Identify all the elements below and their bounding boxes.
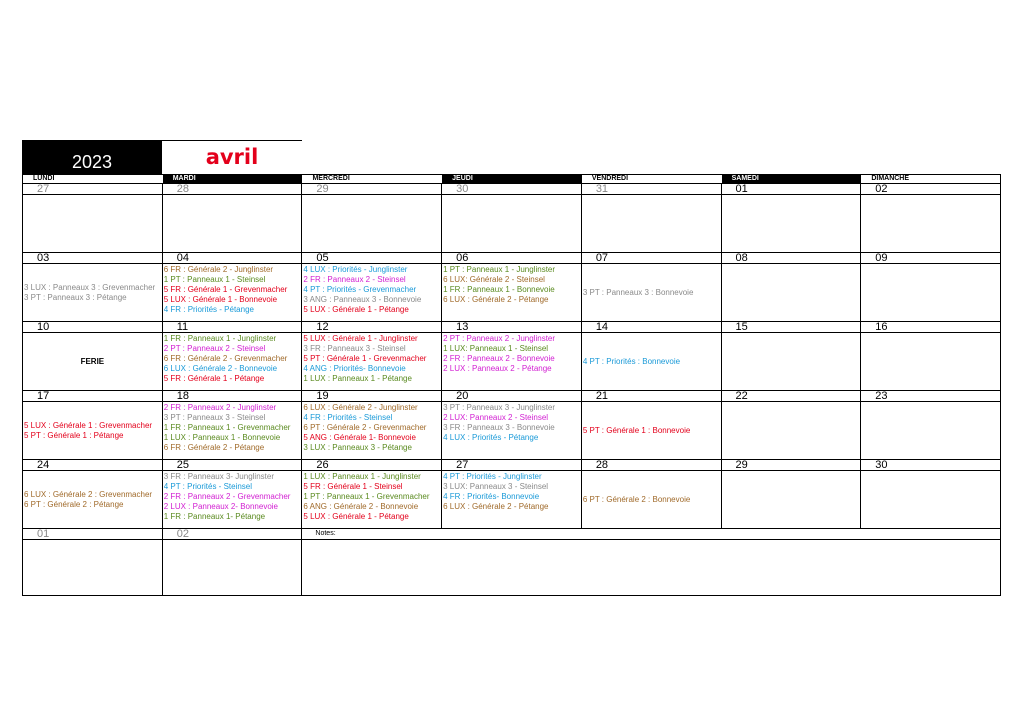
notes-area[interactable] [302,540,1001,596]
day-number: 04 [162,253,302,264]
event-entry[interactable]: 6 ANG : Générale 2 - Bonnevoie [303,502,419,511]
event-entry[interactable]: 3 FR : Panneaux 3- Junglinster [163,472,274,481]
event-entry[interactable]: 5 FR : Générale 1 - Pétange [163,374,265,383]
weekday-samedi: SAMEDI [722,175,862,183]
day-cell[interactable] [581,333,721,391]
week-number-row [23,460,1001,471]
day-cell[interactable] [162,402,302,460]
week-content-row [23,402,1001,460]
next-month-number-row [23,529,1001,540]
holiday-label: FERIE [80,356,105,366]
event-entry[interactable]: 5 PT : Générale 1 - Grevenmacher [303,354,427,363]
event-entry[interactable]: 4 ANG : Priorités- Bonnevoie [303,364,406,373]
day-number: 30 [442,184,582,195]
event-entry[interactable]: 2 FR : Panneaux 2 - Junglinster [163,403,277,412]
event-entry[interactable]: 4 FR : Priorités- Bonnevoie [443,492,540,501]
day-number: 12 [302,322,442,333]
day-number: 16 [861,322,1001,333]
day-cell[interactable] [162,195,302,253]
event-entry[interactable]: 5 LUX : Générale 1 - Junglinster [303,334,418,343]
day-cell[interactable] [442,195,582,253]
day-number: 30 [861,460,1001,471]
event-entry[interactable]: 5 LUX : Générale 1 - Pétange [303,512,409,521]
day-cell[interactable] [861,333,1001,391]
day-cell[interactable] [162,540,302,596]
event-entry[interactable]: 5 FR : Générale 1 - Grevenmacher [163,285,288,294]
day-cell[interactable] [861,402,1001,460]
event-entry[interactable]: 1 FR : Panneaux 1 - Junglinster [163,334,277,343]
day-number: 23 [861,391,1001,402]
day-number: 24 [23,460,163,471]
day-cell[interactable] [23,195,163,253]
day-cell[interactable] [302,471,442,529]
event-entry[interactable]: 1 PT : Panneaux 1 - Junglinster [443,265,556,274]
weekday-vendredi: VENDREDI [591,175,629,182]
day-cell[interactable] [23,264,163,322]
weekday-mardi: MARDI [163,175,303,183]
event-entry[interactable]: 1 PT : Panneaux 1 - Grevenmacher [303,492,430,501]
day-number: 28 [581,460,721,471]
event-entry[interactable]: 4 LUX : Priorités - Pétange [443,433,539,442]
event-entry[interactable]: 5 PT : Générale 1 : Pétange [24,430,124,440]
day-number: 02 [162,529,302,540]
day-cell[interactable] [721,264,861,322]
event-entry[interactable]: 5 LUX : Générale 1 - Bonnevoie [163,295,278,304]
day-cell[interactable] [23,333,163,391]
event-entry[interactable]: 6 FR : Générale 2 - Pétange [163,443,265,452]
day-number: 09 [861,253,1001,264]
week-content-row [23,471,1001,529]
day-number: 13 [442,322,582,333]
day-cell[interactable] [581,264,721,322]
day-number: 25 [162,460,302,471]
event-entry[interactable]: 5 LUX : Générale 1 : Grevenmacher [24,420,153,430]
day-cell[interactable] [721,195,861,253]
event-entry[interactable]: 6 LUX : Générale 2 : Grevenmacher [24,489,153,499]
day-cell[interactable] [861,195,1001,253]
day-number: 29 [721,460,861,471]
week-number-row [23,253,1001,264]
event-entry[interactable]: 6 LUX : Générale 2 - Junglinster [303,403,418,412]
event-entry[interactable]: 2 PT : Panneaux 2 - Junglinster [443,334,556,343]
event-entry[interactable]: 1 PT : Panneaux 1 - Steinsel [163,275,266,284]
weekday-jeudi: JEUDI [442,175,582,183]
day-cell[interactable] [442,333,582,391]
day-cell[interactable] [721,333,861,391]
day-cell[interactable] [302,195,442,253]
event-entry[interactable]: 2 LUX : Panneaux 2- Bonnevoie [163,502,279,511]
event-entry[interactable]: 5 FR : Générale 1 - Steinsel [303,482,403,491]
year-title: 2023 [22,140,162,174]
event-entry[interactable]: 1 LUX : Panneaux 1 - Pétange [303,374,412,383]
event-entry[interactable]: 3 PT : Panneaux 3 - Steinsel [163,413,266,422]
event-entry[interactable]: 5 PT : Générale 1 : Bonnevoie [582,425,691,435]
day-cell[interactable] [442,471,582,529]
day-number: 14 [581,322,721,333]
day-cell[interactable] [721,471,861,529]
day-number: 10 [23,322,163,333]
event-entry[interactable]: 4 PT : Priorités - Junglinster [443,472,542,481]
event-entry[interactable]: 1 FR : Panneaux 1 - Bonnevoie [443,285,555,294]
day-number: 29 [302,184,442,195]
day-cell[interactable] [581,195,721,253]
event-entry[interactable]: 6 PT : Générale 2 - Grevenmacher [303,423,427,432]
day-number: 18 [162,391,302,402]
day-number: 31 [581,184,721,195]
week-content-row [23,333,1001,391]
event-entry[interactable]: 4 FR : Priorités - Pétange [163,305,254,314]
day-number: 28 [162,184,302,195]
day-number: 22 [721,391,861,402]
event-entry[interactable]: 5 ANG : Générale 1- Bonnevoie [303,433,416,442]
calendar-header [22,140,1001,174]
event-entry[interactable]: 6 FR : Générale 2 - Grevenmacher [163,354,288,363]
week-content-row [23,195,1001,253]
event-entry[interactable]: 2 FR : Panneaux 2 - Grevenmacher [163,492,291,501]
event-entry[interactable]: 3 FR : Panneaux 3 - Steinsel [303,344,406,353]
day-number: 08 [721,253,861,264]
calendar [22,140,1001,596]
day-number: 07 [581,253,721,264]
event-entry[interactable]: 4 LUX : Priorités - Junglinster [303,265,408,274]
day-cell[interactable] [861,471,1001,529]
event-entry[interactable]: 5 LUX : Générale 1 - Pétange [303,305,409,314]
event-entry[interactable]: 4 FR : Priorités - Steinsel [303,413,393,422]
day-cell[interactable] [23,540,163,596]
day-number: 05 [302,253,442,264]
day-cell[interactable] [23,402,163,460]
weekday-header [22,174,1001,183]
day-cell[interactable] [23,471,163,529]
event-entry[interactable]: 3 PT : Panneaux 3 : Pétange [24,292,127,302]
event-entry[interactable]: 4 PT : Priorités - Grevenmacher [303,285,417,294]
day-cell[interactable] [861,264,1001,322]
day-cell[interactable] [721,402,861,460]
day-number: 17 [23,391,163,402]
event-entry[interactable]: 1 FR : Panneaux 1 - Grevenmacher [163,423,291,432]
event-entry[interactable]: 3 ANG : Panneaux 3 - Bonnevoie [303,295,422,304]
event-entry[interactable]: 3 LUX : Panneaux 3 - Pétange [303,443,412,452]
day-cell[interactable] [162,264,302,322]
weekday-dimanche: DIMANCHE [871,175,910,182]
month-title: avril [205,145,259,169]
event-entry[interactable]: 2 LUX : Panneaux 2 - Pétange [443,364,552,373]
day-number: 19 [302,391,442,402]
day-cell[interactable] [302,333,442,391]
event-entry[interactable]: 3 LUX: Panneaux 3 - Steinsel [443,482,549,491]
day-number: 15 [721,322,861,333]
day-cell[interactable] [581,471,721,529]
event-entry[interactable]: 4 PT : Priorités - Steinsel [163,482,253,491]
event-entry[interactable]: 2 LUX: Panneaux 2 - Steinsel [443,413,549,422]
week-content-row [23,264,1001,322]
event-entry[interactable]: 4 PT : Priorités : Bonnevoie [582,356,681,366]
day-number: 11 [162,322,302,333]
event-entry[interactable]: 6 LUX : Générale 2 - Pétange [443,295,549,304]
event-entry[interactable]: 1 LUX : Panneaux 1 - Junglinster [303,472,421,481]
event-entry[interactable]: 2 FR : Panneaux 2 - Bonnevoie [443,354,555,363]
day-number: 27 [442,460,582,471]
day-cell[interactable] [442,264,582,322]
event-entry[interactable]: 3 PT : Panneaux 3 : Bonnevoie [582,287,694,297]
week-number-row [23,391,1001,402]
day-cell[interactable] [162,471,302,529]
event-entry[interactable]: 6 LUX : Générale 2 - Pétange [443,502,549,511]
day-number: 20 [442,391,582,402]
event-entry[interactable]: 6 LUX: Générale 2 - Steinsel [443,275,545,284]
day-number: 01 [23,529,163,540]
day-cell[interactable] [581,402,721,460]
event-entry[interactable]: 1 FR : Panneaux 1- Pétange [163,512,266,521]
day-number: 26 [302,460,442,471]
event-entry[interactable]: 2 PT : Panneaux 2 - Steinsel [163,344,266,353]
notes-label: Notes: [302,529,1001,540]
event-entry[interactable]: 3 PT : Panneaux 3 - Junglinster [443,403,556,412]
calendar-grid [22,183,1001,596]
notes-content-row [23,540,1001,596]
day-number: 21 [581,391,721,402]
day-cell[interactable] [442,402,582,460]
weekday-mercredi: MERCREDI [312,175,350,182]
week-number-row [23,184,1001,195]
event-entry[interactable]: 6 LUX : Générale 2 - Bonnevoie [163,364,278,373]
event-entry[interactable]: 2 FR : Panneaux 2 - Steinsel [303,275,406,284]
weekday-lundi: LUNDI [33,175,55,182]
day-number: 03 [23,253,163,264]
day-number: 06 [442,253,582,264]
event-entry[interactable]: 3 LUX : Panneaux 3 : Grevenmacher [24,282,156,292]
event-entry[interactable]: 1 LUX : Panneaux 1 - Bonnevoie [163,433,281,442]
day-number: 27 [23,184,163,195]
event-entry[interactable]: 6 PT : Générale 2 : Pétange [24,499,124,509]
event-entry[interactable]: 6 FR : Générale 2 - Junglinster [163,265,274,274]
day-number: 01 [721,184,861,195]
event-entry[interactable]: 3 FR : Panneaux 3 - Bonnevoie [443,423,555,432]
event-entry[interactable]: 6 PT : Générale 2 : Bonnevoie [582,494,691,504]
day-cell[interactable] [302,402,442,460]
week-number-row [23,322,1001,333]
day-number: 02 [861,184,1001,195]
day-cell[interactable] [162,333,302,391]
day-cell[interactable] [302,264,442,322]
event-entry[interactable]: 1 LUX: Panneaux 1 - Steinsel [443,344,549,353]
